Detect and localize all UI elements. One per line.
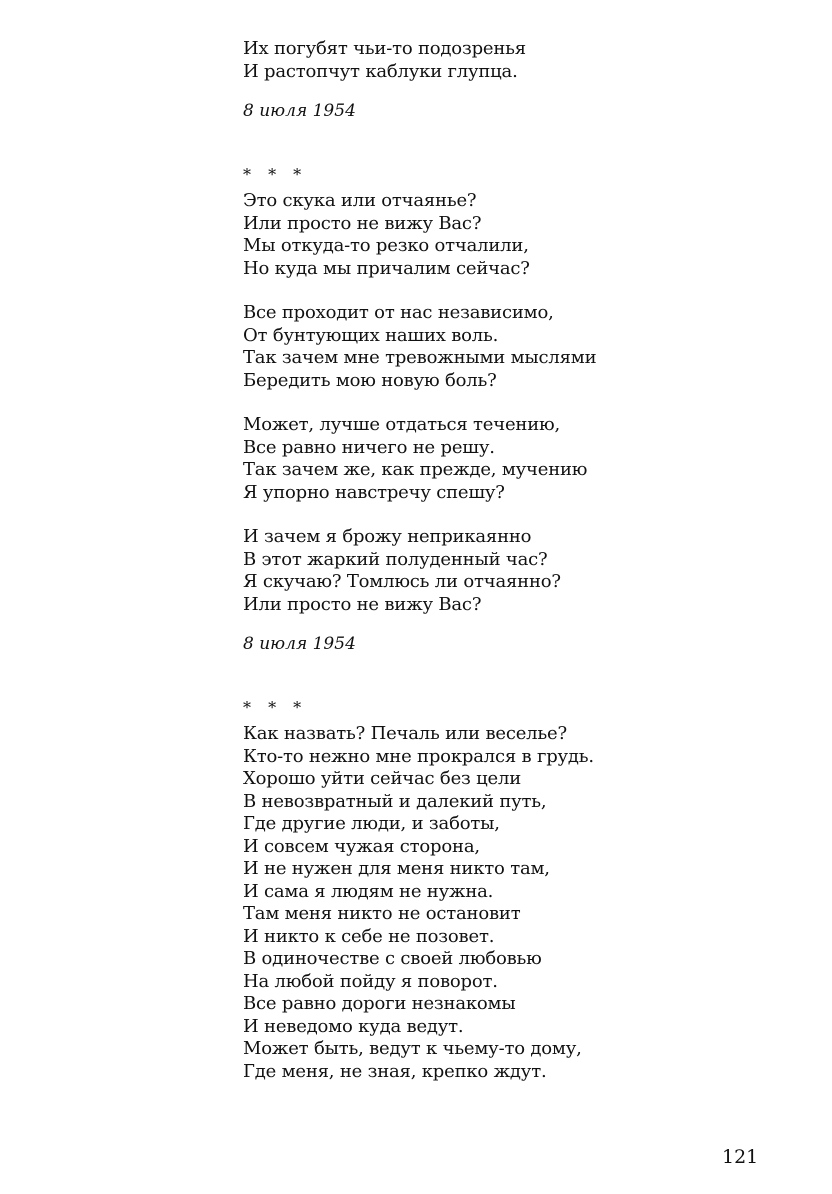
- poem-line: И не нужен для меня никто там,: [243, 858, 550, 879]
- poem-line: Может, лучше отдаться течению,: [243, 414, 560, 435]
- poem-line: Все проходит от нас независимо,: [243, 302, 554, 323]
- poem-line: В невозвратный и далекий путь,: [243, 790, 547, 812]
- text-column: [243, 38, 803, 1083]
- poem-line: Это скука или отчаянье?: [243, 190, 477, 211]
- page-number: 121: [722, 1146, 759, 1168]
- poem-line: Кто-то нежно мне прокрался в грудь.: [243, 745, 594, 767]
- poem-line: И неведомо куда ведут.: [243, 1015, 464, 1037]
- poem-line: Так зачем мне тревожными мыслями: [243, 347, 597, 368]
- poem-3-separator: * * *: [243, 698, 308, 717]
- poem-line: Или просто не вижу Вас?: [243, 593, 482, 615]
- poem-line: В этот жаркий полуденный час?: [243, 548, 548, 570]
- poem-line: Мы откуда-то резко отчалили,: [243, 235, 529, 256]
- poem-2-date: 8 июля 1954: [243, 634, 356, 654]
- poem-line: Там меня никто не остановит: [243, 903, 521, 924]
- poem-line: И совсем чужая сторона,: [243, 835, 480, 857]
- poem-line: От бунтующих наших воль.: [243, 324, 499, 346]
- poem-1-ending: [243, 38, 803, 83]
- poem-line: Я упорно навстречу спешу?: [243, 481, 505, 503]
- poem-line: Может быть, ведут к чьему-то дому,: [243, 1038, 582, 1059]
- poem-line: В одиночестве с своей любовью: [243, 948, 542, 969]
- poem-2-separator: * * *: [243, 165, 308, 184]
- poem-line: Или просто не вижу Вас?: [243, 212, 482, 234]
- poem-3-body: [243, 723, 803, 1083]
- poem-line: Все равно дороги незнакомы: [243, 993, 516, 1014]
- poem-line: Где меня, не зная, крепко ждут.: [243, 1060, 547, 1082]
- poem-2-stanza-2: [243, 302, 803, 392]
- poem-2-stanza-3: [243, 414, 803, 504]
- poem-line: И зачем я брожу неприкаянно: [243, 526, 532, 547]
- poem-2-stanza-1: [243, 190, 803, 280]
- poem-line: Я скучаю? Томлюсь ли отчаянно?: [243, 571, 561, 592]
- poem-line: Их погубят чьи-то подозренья: [243, 38, 526, 59]
- poem-line: И сама я людям не нужна.: [243, 880, 494, 902]
- poem-line: Но куда мы причалим сейчас?: [243, 257, 530, 279]
- poem-2-stanza-4: [243, 526, 803, 616]
- poem-line: И растопчут каблуки глупца.: [243, 60, 518, 82]
- poem-line: И никто к себе не позовет.: [243, 925, 495, 947]
- poem-line: Все равно ничего не решу.: [243, 436, 495, 458]
- poem-line: Где другие люди, и заботы,: [243, 813, 500, 834]
- poem-line: Бередить мою новую боль?: [243, 369, 497, 391]
- poem-line: Хорошо уйти сейчас без цели: [243, 768, 522, 789]
- poem-line: Так зачем же, как прежде, мучению: [243, 459, 588, 480]
- poem-1-date: 8 июля 1954: [243, 101, 356, 121]
- poem-line: На любой пойду я поворот.: [243, 970, 498, 992]
- poem-line: Как назвать? Печаль или веселье?: [243, 723, 567, 744]
